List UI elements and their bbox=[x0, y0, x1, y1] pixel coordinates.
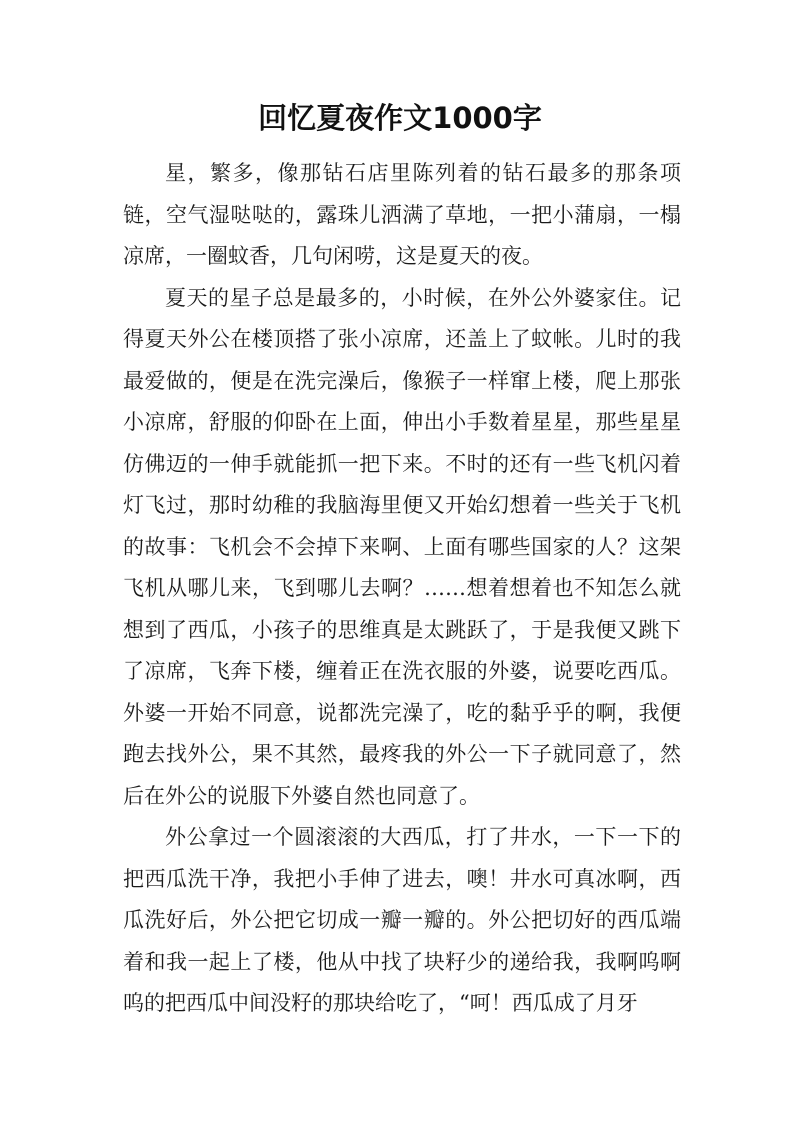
paragraph-2: 夏天的星子总是最多的，小时候，在外公外婆家住。记得夏天外公在楼顶搭了张小凉席，还盖上了蚊帐。儿时的我最爱做的，便是在洗完澡后，像猴子一样窜上楼，爬上那张小凉席，舒服的仰卧在上面，伸出小手数着星星，那些星星仿佛迈的一伸手就能抓一把下来。不时的还有一些飞机闪着灯飞过，那时幼稚的我脑海里便又开始幻想着一些关于飞机的故事：飞机会不会掉下来啊、上面有哪些国家的人？这架飞机从哪儿来，飞到哪儿去啊？……想着想着也不知怎么就想到了西瓜，小孩子的思维真是太跳跃了，于是我便又跳下了凉席，飞奔下楼，缠着正在洗衣服的外婆，说要吃西瓜。外婆一开始不同意，说都洗完澡了，吃的黏乎乎的啊，我便跑去找外公，果不其然，最疼我的外公一下子就同意了，然后在外公的说服下外婆自然也同意了。 bbox=[123, 285, 681, 808]
paragraph-1: 星，繁多，像那钻石店里陈列着的钻石最多的那条项链，空气湿哒哒的，露珠儿洒满了草地，一把小蒲扇，一榻凉席，一圈蚊香，几句闲唠，这是夏天的夜。 bbox=[123, 161, 681, 268]
document-title: 回忆夏夜作文1000字 bbox=[258, 101, 542, 135]
document-body bbox=[123, 153, 681, 1025]
paragraph-3: 外公拿过一个圆滚滚的大西瓜，打了井水，一下一下的把西瓜洗干净，我把小手伸了进去，噢！井水可真冰啊，西瓜洗好后，外公把它切成一瓣一瓣的。外公把切好的西瓜端着和我一起上了楼，他从中找了块籽少的递给我，我啊呜啊呜的把西瓜中间没籽的那块给吃了，“呵！西瓜成了月牙 bbox=[123, 825, 681, 1015]
